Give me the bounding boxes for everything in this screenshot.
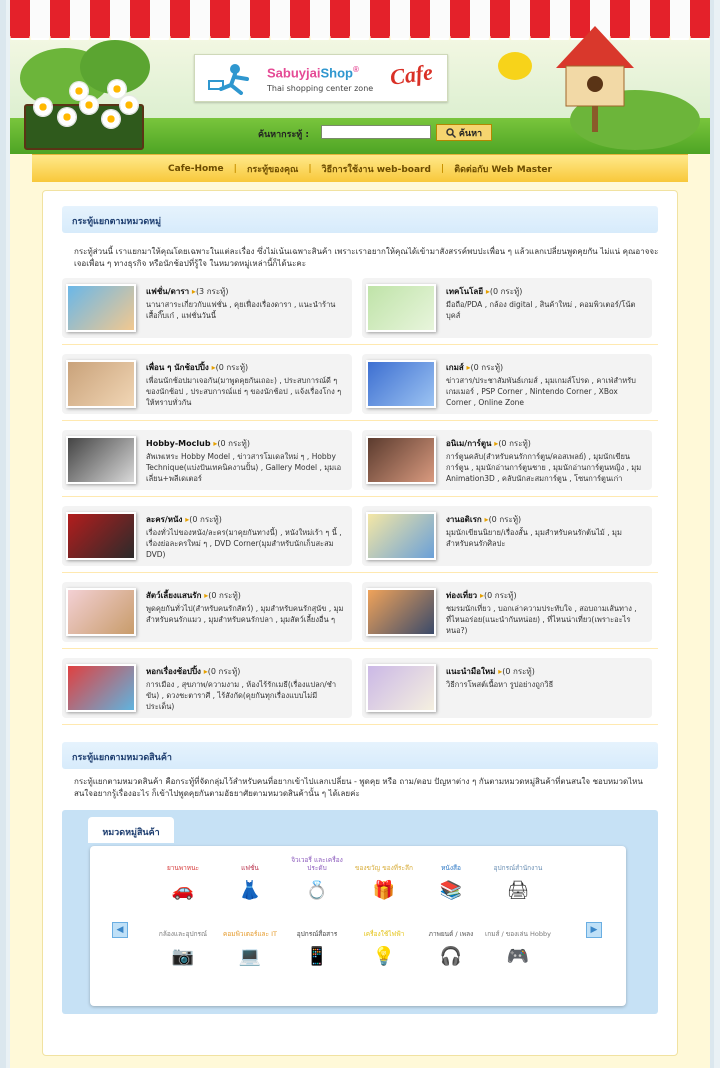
topic-count: (0 กระทู้) (489, 287, 523, 296)
product-category-item[interactable] (349, 856, 419, 906)
flower-decoration (120, 96, 138, 114)
arrow-right-icon: ▸ (484, 515, 489, 524)
product-category-item[interactable] (416, 856, 486, 906)
product-category-label: เครื่องใช้ไฟฟ้า (363, 930, 405, 938)
flower-decoration (102, 110, 120, 128)
category-thumbnail[interactable] (66, 284, 136, 332)
row-divider (62, 420, 658, 421)
product-category-item[interactable] (215, 922, 285, 972)
flower-decoration (34, 98, 52, 116)
product-category-label: หนังสือ (441, 864, 461, 872)
category-title[interactable]: สัตว์เลี้ยงแสนรัก ▸(0 กระทู้) (146, 591, 241, 600)
product-category-icon: 💡 (372, 946, 396, 967)
section-heading-categories: กระทู้แยกตามหมวดหมู่ (62, 206, 658, 233)
product-category-item[interactable] (416, 922, 486, 972)
topic-count: (0 กระทู้) (215, 363, 249, 372)
flower-decoration (70, 82, 88, 100)
product-category-label: ของขวัญ ของที่ระลึก (355, 864, 413, 872)
category-thumbnail[interactable] (366, 436, 436, 484)
category-description: นานาสาระเกี่ยวกับแฟชั่น , คุยเฟื่องเรื่องดารา , แนะนำร้านเสื้อกิ๊บเก๋ , แฟชั่นวันนี้ (146, 300, 336, 320)
product-category-item[interactable] (282, 922, 352, 972)
category-card[interactable] (62, 278, 352, 338)
search-icon (446, 128, 456, 138)
topic-count: (0 กระทู้) (502, 667, 535, 676)
category-title[interactable]: ท่องเที่ยว ▸(0 กระทู้) (446, 591, 517, 600)
category-description: การ์ตูนคลับ(สำหรับคนรักการ์ตูน/คอสเพลย์) , มุมนักเขียนการ์ตูน , มุมนักอ่านการ์ตูนชาย , มุมนักอ่านการ์ตูนหญิง , มุม Animation3D , คลับนักสะสมการ์ตูน , โซนการ์ตูนเก่า (446, 452, 642, 483)
row-divider (62, 496, 658, 497)
category-title[interactable]: เกมส์ ▸(0 กระทู้) (446, 363, 504, 372)
category-description: สัพเพเหระ Hobby Model , ข่าวสารโมเดลใหม่ ๆ , Hobby Technique(แบ่งปันเทคนิคงานปั้น) , Gallery Model , มุมเอเลี่ยน+พลีเดเตอร์ (146, 452, 342, 483)
product-category-icon: 📚 (439, 880, 463, 901)
product-category-icon: 📷 (171, 946, 195, 967)
category-thumbnail[interactable] (66, 436, 136, 484)
category-title[interactable]: หอกเรื่องช้อปปิ้ง ▸(0 กระทู้) (146, 667, 241, 676)
category-thumbnail[interactable] (366, 588, 436, 636)
category-card[interactable] (362, 430, 652, 490)
nav-my-topics[interactable]: กระทู้ของคุณ (246, 164, 299, 175)
product-category-label: ภาพยนต์ / เพลง (428, 930, 474, 938)
tab-product-categories[interactable]: หมวดหมู่สินค้า (88, 817, 174, 843)
topic-count: (0 กระทู้) (498, 439, 531, 448)
category-thumbnail[interactable] (366, 360, 436, 408)
carousel-prev-button[interactable]: ◀ (112, 922, 128, 938)
category-description: การเมือง , สุขภาพ/ความงาม , ห้องไร้รักเมธี(เรื่องแปลก/ชำขัน) , ดวงชะตาราศี , ไร้สังกัด(คุยกันทุกเรื่องแบบไม่มีประเด็น) (146, 680, 337, 711)
topic-count: (0 กระทู้) (470, 363, 504, 372)
topic-count: (0 กระทู้) (207, 667, 241, 676)
arrow-right-icon: ▸ (185, 515, 190, 524)
arrow-right-icon: ▸ (466, 363, 471, 372)
category-description: ข่าวสาร/ประชาสัมพันธ์เกมส์ , มุมเกมส์โปรด , คาเฟ่สำหรับเกมเมอร์ , PSP Corner , Nintendo Corner , XBox Corner , Online Zone (446, 376, 636, 407)
nav-cafe-home[interactable]: Cafe-Home (168, 163, 224, 174)
category-title[interactable]: แฟชั่น/ดารา ▸(3 กระทู้) (146, 287, 229, 296)
category-card[interactable] (62, 354, 352, 414)
category-card[interactable] (362, 354, 652, 414)
category-thumbnail[interactable] (66, 664, 136, 712)
topic-count: (3 กระทู้) (195, 287, 229, 296)
category-description: เพื่อนนักช้อปมาเจอกัน(มาพูดคุยกันเถอะ) , ประสบการณ์ดี ๆ ของนักช้อป , ประสบการณ์แย่ ๆ ของนักช้อป , แจ้งเรื่องโกง ๆ ให้ทราบทั่วกัน (146, 376, 342, 407)
product-category-label: เกมส์ / ของเล่น Hobby (485, 930, 551, 938)
section-intro-categories: กระทู้ส่วนนี้ เราแยกมาให้คุณโดยเฉพาะในแต่ละเรื่อง ซึ่งไม่เน้นเฉพาะสินค้า เพราะเราอยากให้คุณได้เข้ามาสังสรรค์พบปะเพื่อน ๆ แล้วแลกเปลี่ยนพูดคุยกัน ไม่แน่ คุณอาจจะเจอเพื่อน ๆ ทางธุรกิจ หรือนักช้อปที่รู้ใจ ในหมวดหมู่เหล่านี้ก็ได้นะคะ (74, 247, 659, 268)
category-thumbnail[interactable] (366, 664, 436, 712)
row-divider (62, 724, 658, 725)
main-nav (32, 154, 688, 182)
flower-decoration (58, 108, 76, 126)
category-description: วิธีการโพสต์เนื้อหา รูปอย่างถูกวิธี (446, 680, 554, 689)
category-description: ชมรมนักเที่ยว , บอกเล่าความประทับใจ , สอบถามเส้นทาง , ที่ไหนอร่อย(แนะนำกันหน่อย) , ที่ไหนน่าเที่ยว(เพราะอะไรหนอ?) (446, 604, 637, 635)
category-card[interactable] (62, 430, 352, 490)
product-category-icon: 🎁 (372, 880, 396, 901)
product-category-label: แฟชั่น (241, 864, 259, 872)
row-divider (62, 648, 658, 649)
bird-decoration (498, 52, 532, 80)
arrow-right-icon: ▸ (485, 287, 490, 296)
product-category-label: จิวเวอรี่ และเครื่องประดับ (291, 856, 343, 872)
category-card[interactable] (362, 278, 652, 338)
product-category-icon: 👗 (238, 880, 262, 901)
product-category-label: ยานพาหนะ (166, 864, 200, 872)
category-thumbnail[interactable] (66, 512, 136, 560)
category-title[interactable]: แนะนำมือใหม่ ▸(0 กระทู้) (446, 667, 535, 676)
product-category-label: กล้องและอุปกรณ์ (158, 930, 208, 938)
category-card[interactable] (62, 582, 352, 642)
product-category-item[interactable] (148, 922, 218, 972)
product-category-icon: 🎧 (439, 946, 463, 967)
section-intro-products: กระทู้แยกตามหมวดสินค้า คือกระทู้ที่จัดกลุ่มไว้สำหรับคนที่อยากเข้าไปแลกเปลี่ยน - พูดคุย หรือ ถาม/ตอบ ปัญหาต่าง ๆ กันตามหมวดหมู่สินค้าที่ตนสนใจ ชอบหมวดไหน สนใจอยากรู้เรื่องอะไร ก็เข้าไปพูดคุยกันตามอัธยาศัยตามหมวดสินค้านั้น ๆ ได้เลยค่ะ (74, 777, 643, 798)
product-category-item[interactable] (483, 922, 553, 972)
topic-count: (0 กระทู้) (217, 439, 250, 448)
arrow-right-icon: ▸ (479, 591, 484, 600)
category-card[interactable] (62, 506, 352, 566)
arrow-right-icon: ▸ (213, 439, 218, 448)
topic-count: (0 กระทู้) (483, 591, 517, 600)
carousel-next-button[interactable]: ▶ (586, 922, 602, 938)
category-thumbnail[interactable] (366, 284, 436, 332)
topic-count: (0 กระทู้) (208, 591, 241, 600)
search-label: ค้นหากระทู้ : (258, 130, 309, 140)
search-button-label: ค้นหา (458, 128, 483, 139)
section-heading-products: กระทู้แยกตามหมวดสินค้า (62, 742, 658, 769)
category-card[interactable] (362, 582, 652, 642)
arrow-right-icon: ▸ (204, 591, 209, 600)
nav-separator: | (308, 163, 312, 174)
topic-count: (0 กระทู้) (488, 515, 522, 524)
product-category-label: คอมพิวเตอร์และ IT (223, 930, 277, 938)
category-thumbnail[interactable] (66, 588, 136, 636)
category-title[interactable]: งานอดิเรก ▸(0 กระทู้) (446, 515, 522, 524)
product-category-label: อุปกรณ์สำนักงาน (493, 864, 543, 872)
category-title[interactable]: เทคโนโลยี ▸(0 กระทู้) (446, 287, 523, 296)
category-thumbnail[interactable] (366, 512, 436, 560)
product-category-label: อุปกรณ์สื่อสาร (296, 930, 338, 938)
product-category-item[interactable] (483, 856, 553, 906)
nav-contact-webmaster[interactable]: ติดต่อกับ Web Master (454, 164, 552, 175)
product-category-item[interactable] (349, 922, 419, 972)
product-category-item[interactable] (282, 856, 352, 906)
category-description: มุมนักเขียนนิยาย/เรื่องสั้น , มุมสำหรับคนรักต้นไม้ , มุมสำหรับคนรักศิลปะ (446, 528, 622, 548)
product-category-icon: 💍 (305, 880, 329, 901)
row-divider (62, 572, 658, 573)
product-category-icon: 📱 (305, 946, 329, 967)
product-category-icon: 💻 (238, 946, 262, 967)
category-description: พูดคุยกันทั่วไป(สำหรับคนรักสัตว์) , มุมสำหรับคนรักสุนัข , มุมสำหรับคนรักแมว , มุมสำหรับคนรักปลา , มุมสัตว์เลี้ยงอื่น ๆ (146, 604, 344, 624)
category-card[interactable] (362, 506, 652, 566)
arrow-right-icon: ▸ (211, 363, 216, 372)
search-input[interactable] (321, 125, 431, 139)
category-description: มือถือ/PDA , กล้อง digital , สินค้าใหม่ , คอมพิวเตอร์/โน้ตบุคส์ (446, 300, 636, 320)
category-title[interactable]: ละคร/หนัง ▸(0 กระทู้) (146, 515, 222, 524)
arrow-right-icon: ▸ (203, 667, 208, 676)
logo-text: SabuyjaiShop® (267, 65, 359, 81)
row-divider (62, 344, 658, 345)
arrow-right-icon: ▸ (494, 439, 499, 448)
product-category-icon: 🖨 (506, 880, 530, 901)
nav-how-to-use[interactable]: วิธีการใช้งาน web-board (321, 164, 431, 175)
nav-separator: | (233, 163, 237, 174)
product-category-item[interactable] (215, 856, 285, 906)
category-thumbnail[interactable] (66, 360, 136, 408)
category-title[interactable]: Hobby-Moclub ▸(0 กระทู้) (146, 439, 250, 448)
shopping-cart-icon (207, 63, 257, 95)
search-button[interactable] (436, 124, 492, 141)
arrow-right-icon: ▸ (498, 667, 503, 676)
logo-tagline: Thai shopping center zone (267, 84, 374, 93)
arrow-right-icon: ▸ (191, 287, 196, 296)
product-category-icon: 🎮 (506, 946, 530, 967)
flower-decoration (108, 80, 126, 98)
category-title[interactable]: เพื่อน ๆ นักช้อปปิ้ง ▸(0 กระทู้) (146, 363, 249, 372)
category-card[interactable] (62, 658, 352, 718)
category-title[interactable]: อนิเม/การ์ตูน ▸(0 กระทู้) (446, 439, 531, 448)
topic-count: (0 กระทู้) (189, 515, 222, 524)
product-category-item[interactable] (148, 856, 218, 906)
category-description: เรื่องทั่วไปของหนัง/ละคร(มาคุยกันทางนี้) , หนังใหม่เร้า ๆ นี้ , เรื่องย่อละครใหม่ ๆ , DVD Corner(มุมสำหรับนักเก็บสะสม DVD) (146, 528, 342, 559)
product-category-icon: 🚗 (171, 880, 195, 901)
cafe-logo-text: Cafe (388, 59, 435, 90)
category-card[interactable] (362, 658, 652, 718)
birdhouse-decoration (550, 22, 640, 132)
nav-separator: | (440, 163, 445, 174)
